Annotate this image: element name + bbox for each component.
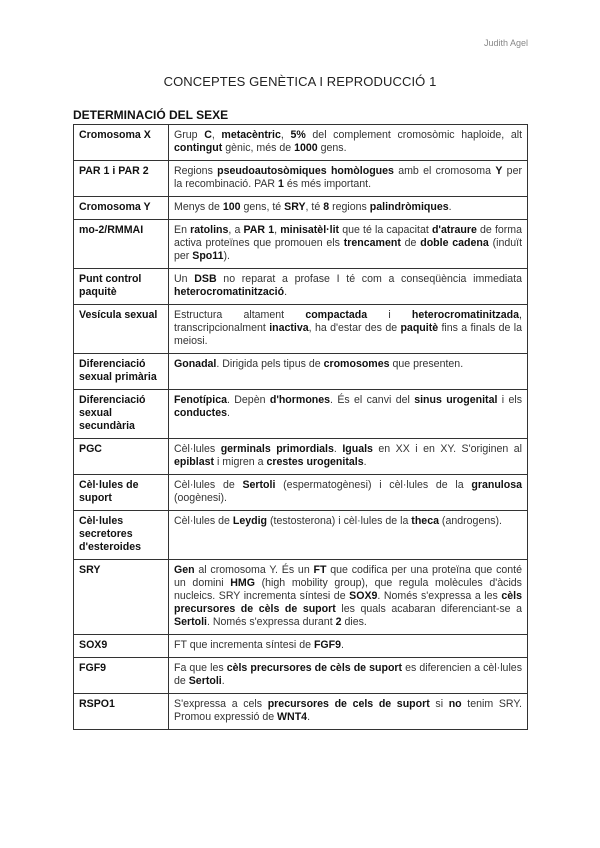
- definition-cell: [169, 694, 528, 730]
- bold-text: precursores de cels de suport: [267, 698, 430, 710]
- definition-cell: [169, 439, 528, 475]
- text: gens, té: [240, 201, 285, 213]
- bold-text: C: [204, 129, 212, 141]
- definition-cell: [169, 305, 528, 354]
- text: .: [363, 456, 367, 468]
- table-row: [74, 161, 528, 197]
- table-row: [74, 269, 528, 305]
- bold-text: d'atraure: [431, 224, 477, 236]
- text: al cromosoma Y. És un: [194, 564, 314, 576]
- text: .: [333, 443, 343, 455]
- bold-text: inactiva: [269, 322, 309, 334]
- text: .: [341, 639, 344, 651]
- bold-text: Sertoli: [242, 479, 276, 491]
- text: .: [284, 286, 288, 298]
- text: Menys de: [174, 201, 223, 213]
- text: (androgens).: [438, 515, 502, 527]
- text: i: [367, 309, 412, 321]
- concepts-table: [73, 124, 528, 730]
- text: Fa que les: [174, 662, 227, 674]
- bold-text: doble cadena: [420, 237, 489, 249]
- definition-cell: [169, 220, 528, 269]
- text: regions: [329, 201, 370, 213]
- text: i els: [497, 394, 522, 406]
- bold-text: PAR 1: [243, 224, 275, 236]
- bold-text: DSB: [194, 273, 217, 285]
- bold-text: palindròmiques: [369, 201, 449, 213]
- text: En: [174, 224, 191, 236]
- term-cell: Cèl·lules secretores d'esteroides: [74, 511, 169, 560]
- text: tenim SRY. Promou expressió de: [174, 698, 522, 723]
- text: ,: [211, 129, 222, 141]
- text: del complement cromosòmic haploide, alt: [305, 129, 523, 141]
- bold-text: FGF9: [313, 639, 342, 651]
- text: . És el canvi del: [330, 394, 415, 406]
- text: fins a finals de la meiosi.: [174, 322, 522, 347]
- bold-text: germinals primordials: [220, 443, 334, 455]
- bold-text: 100: [222, 201, 241, 213]
- term-cell: Diferenciació sexual primària: [74, 354, 169, 390]
- text: ,: [280, 129, 291, 141]
- definition-cell: [169, 125, 528, 161]
- bold-text: Sertoli: [174, 616, 207, 628]
- text: , té: [305, 201, 324, 213]
- text: Estructura altament: [174, 309, 306, 321]
- bold-text: paquitè: [400, 322, 439, 334]
- author-name: Judith Agel: [483, 38, 528, 48]
- text: en XX i en XY. S'originen al: [372, 443, 523, 455]
- text: (testosterona) i cèl·lules de la: [267, 515, 412, 527]
- bold-text: Fenotípica: [174, 394, 227, 406]
- definition-cell: [169, 354, 528, 390]
- definition-cell: [169, 475, 528, 511]
- text: , transcripcionalment: [174, 309, 522, 334]
- term-cell: mo-2/RMMAI: [74, 220, 169, 269]
- term-cell: SOX9: [74, 635, 169, 658]
- text: . Només s'expressa a les: [377, 590, 502, 602]
- text: S'expressa a cels: [174, 698, 268, 710]
- bold-text: heterocromatinitzada: [411, 309, 520, 321]
- text: amb el cromosoma: [393, 165, 496, 177]
- text: ).: [223, 250, 230, 262]
- bold-text: pseudoautosòmiques homòlogues: [217, 165, 394, 177]
- term-cell: Cromosoma Y: [74, 197, 169, 220]
- bold-text: epiblast: [174, 456, 215, 468]
- bold-text: HMG: [230, 577, 255, 589]
- bold-text: FT: [313, 564, 327, 576]
- text: , a: [228, 224, 244, 236]
- bold-text: Gonadal: [174, 358, 217, 370]
- bold-text: 2: [335, 616, 342, 628]
- bold-text: Y: [495, 165, 503, 177]
- bold-text: ratolins: [190, 224, 229, 236]
- document-title: CONCEPTES GENÈTICA I REPRODUCCIÓ 1: [163, 74, 437, 89]
- text: dies.: [341, 616, 367, 628]
- bold-text: metacèntric: [221, 129, 281, 141]
- section-heading: DETERMINACIÓ DEL SEXE: [73, 108, 229, 122]
- text: . Depèn: [226, 394, 270, 406]
- definition-cell: [169, 269, 528, 305]
- text: gens.: [317, 142, 347, 154]
- text: , ha d'estar des de: [308, 322, 401, 334]
- definition-cell: [169, 511, 528, 560]
- bold-text: Iguals: [342, 443, 373, 455]
- text: .: [226, 407, 230, 419]
- bold-text: SRY: [284, 201, 306, 213]
- term-cell: Cèl·lules de suport: [74, 475, 169, 511]
- bold-text: 8: [323, 201, 330, 213]
- text: .: [307, 711, 311, 723]
- text: que té la capacitat: [339, 224, 432, 236]
- text: .: [221, 675, 225, 687]
- text: es diferencien a cèl·lules de: [174, 662, 522, 687]
- bold-text: cèls precursores de cèls de suport: [226, 662, 403, 674]
- text: (induït per: [174, 237, 523, 262]
- text: si: [429, 698, 449, 710]
- text: i migren a: [214, 456, 267, 468]
- bold-text: granulosa: [471, 479, 522, 491]
- bold-text: cromosomes: [323, 358, 390, 370]
- bold-text: theca: [411, 515, 439, 527]
- text: gènic, més de: [222, 142, 295, 154]
- text: (oogènesi).: [174, 492, 227, 504]
- text: de: [400, 237, 421, 249]
- bold-text: heterocromatinització: [174, 286, 285, 298]
- text: que presenten.: [389, 358, 464, 370]
- definition-cell: [169, 197, 528, 220]
- text: ,: [274, 224, 281, 236]
- term-cell: FGF9: [74, 658, 169, 694]
- definition-cell: [169, 161, 528, 197]
- table-row: [74, 354, 528, 390]
- table-row: [74, 305, 528, 354]
- text: Regions: [174, 165, 218, 177]
- text: (high mobility group), que regula molècules d'àcids nucleics. SRY incrementa síntesi de: [174, 577, 522, 602]
- text: .: [448, 201, 452, 213]
- definition-cell: [169, 560, 528, 635]
- table-row: [74, 511, 528, 560]
- bold-text: trencament: [343, 237, 401, 249]
- term-cell: PGC: [74, 439, 169, 475]
- text: Cèl·lules: [174, 443, 221, 455]
- text: és més important.: [283, 178, 372, 190]
- table-row: [74, 220, 528, 269]
- text: no reparat a profase I té com a conseqüència immediata: [216, 273, 522, 285]
- table-row: [74, 197, 528, 220]
- term-cell: PAR 1 i PAR 2: [74, 161, 169, 197]
- bold-text: SOX9: [349, 590, 378, 602]
- text: . Només s'expressa durant: [206, 616, 336, 628]
- table-row: [74, 475, 528, 511]
- term-cell: RSPO1: [74, 694, 169, 730]
- term-cell: Cromosoma X: [74, 125, 169, 161]
- bold-text: 5%: [290, 129, 306, 141]
- table-row: [74, 658, 528, 694]
- text: de forma activa proteïnes que promouen els: [174, 224, 523, 249]
- bold-text: crestes urogenitals: [266, 456, 364, 468]
- text: Cèl·lules de: [174, 515, 233, 527]
- bold-text: Gen: [174, 564, 195, 576]
- bold-text: 1000: [294, 142, 318, 154]
- bold-text: minisatèl·lit: [280, 224, 340, 236]
- definition-cell: [169, 635, 528, 658]
- bold-text: Spo11: [192, 250, 224, 262]
- table-row: [74, 635, 528, 658]
- term-cell: Vesícula sexual: [74, 305, 169, 354]
- definition-cell: [169, 658, 528, 694]
- table-row: [74, 694, 528, 730]
- bold-text: no: [448, 698, 462, 710]
- table-row: [74, 125, 528, 161]
- text: (espermatogènesi) i cèl·lules de la: [275, 479, 472, 491]
- text: que codifica per una proteïna que conté un domini: [174, 564, 522, 589]
- term-cell: Diferenciació sexual secundària: [74, 390, 169, 439]
- term-cell: SRY: [74, 560, 169, 635]
- text: per la recombinació. PAR: [174, 165, 522, 190]
- text: Grup: [174, 129, 205, 141]
- text: Un: [174, 273, 195, 285]
- bold-text: contingut: [174, 142, 223, 154]
- table-row: [74, 390, 528, 439]
- bold-text: 1: [278, 178, 284, 190]
- text: les quals acabaran diferenciant-se a: [335, 603, 522, 615]
- bold-text: d'hormones: [269, 394, 331, 406]
- bold-text: conductes: [174, 407, 227, 419]
- definition-cell: [169, 390, 528, 439]
- bold-text: Leydig: [232, 515, 268, 527]
- text: FT que incrementa síntesi de: [174, 639, 314, 651]
- bold-text: sinus urogenital: [414, 394, 498, 406]
- bold-text: Sertoli: [188, 675, 222, 687]
- bold-text: cèls precursores de cèls de suport: [174, 590, 522, 615]
- table-row: [74, 439, 528, 475]
- bold-text: compactada: [305, 309, 368, 321]
- bold-text: WNT4: [277, 711, 308, 723]
- term-cell: Punt control paquitè: [74, 269, 169, 305]
- text: . Dirigida pels tipus de: [216, 358, 324, 370]
- table-row: [74, 560, 528, 635]
- text: Cèl·lules de: [174, 479, 243, 491]
